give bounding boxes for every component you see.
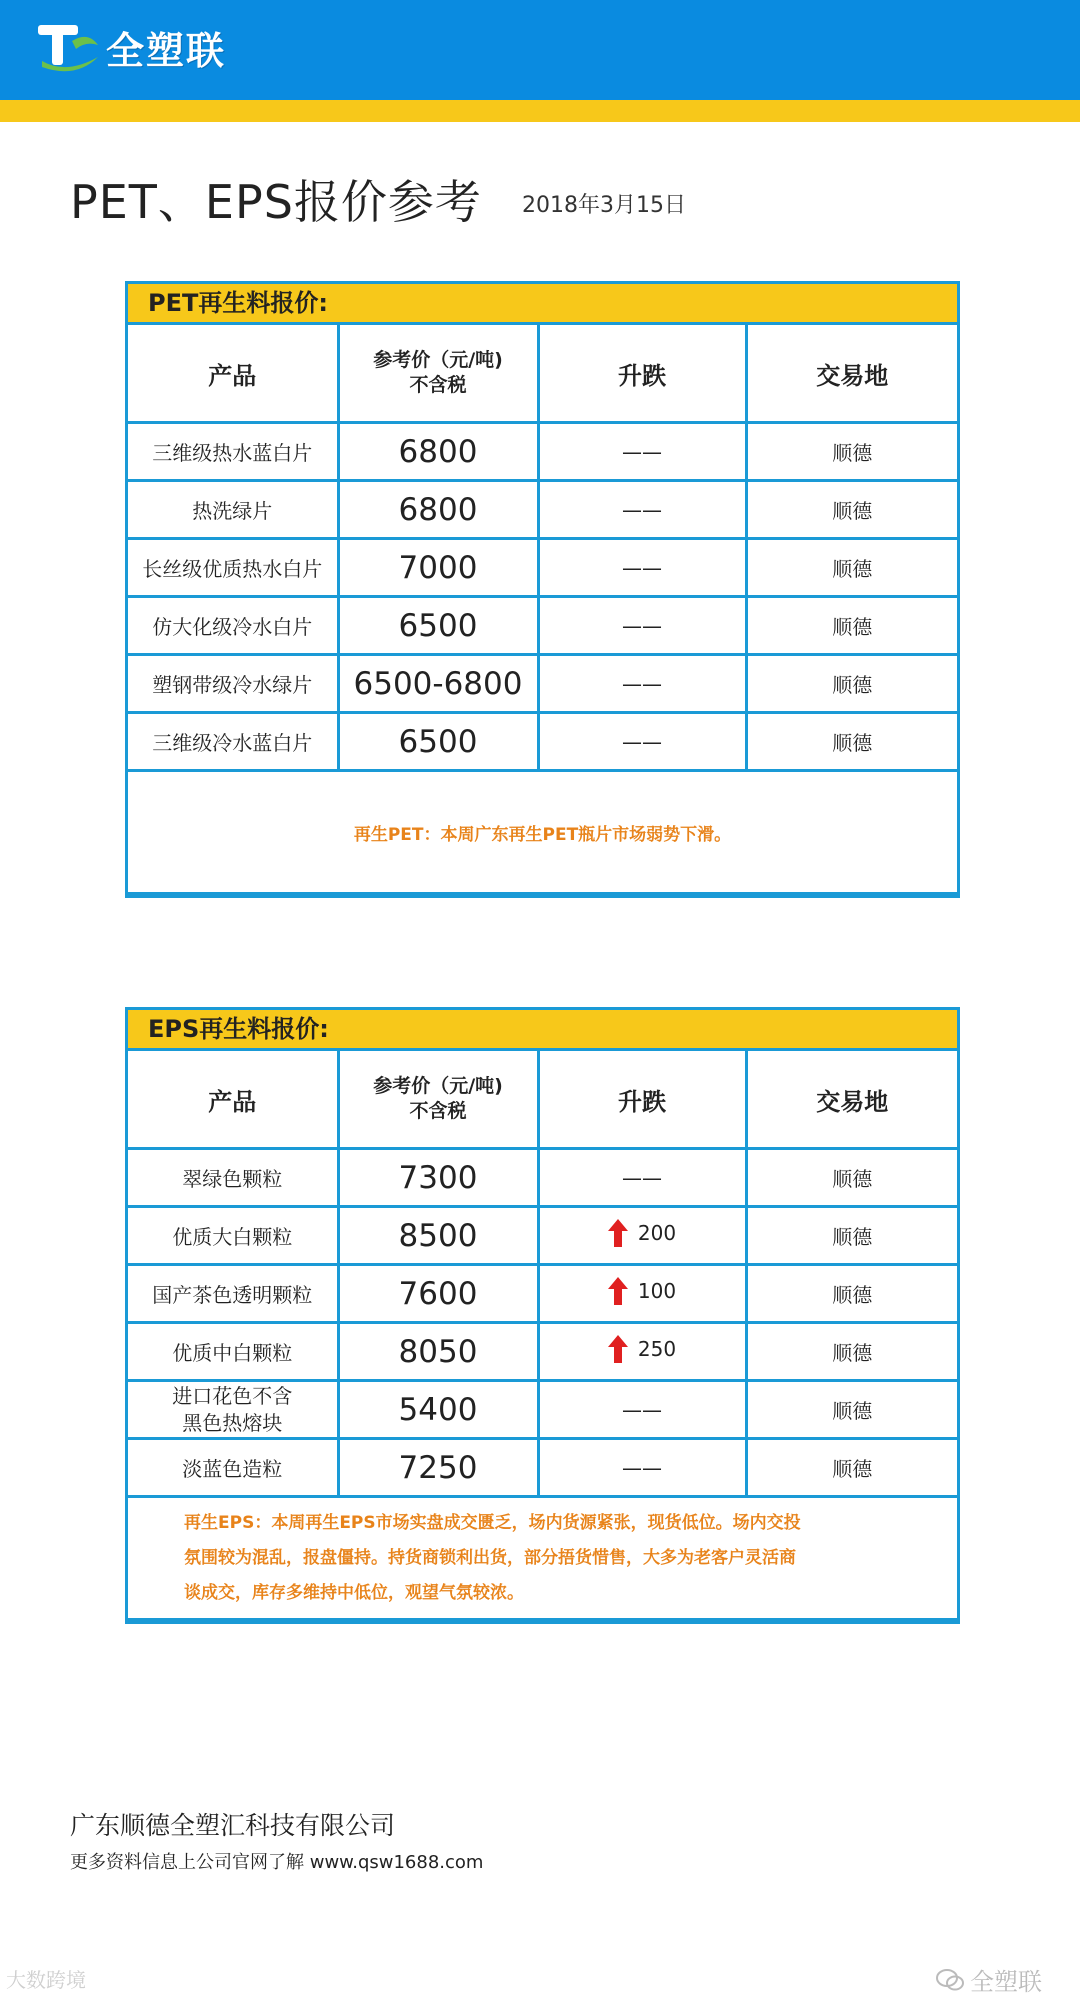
table-row: [128, 1265, 957, 1323]
place-cell: 顺德: [746, 1323, 957, 1381]
place-cell: 顺德: [746, 1439, 957, 1497]
column-header-product: 产品: [128, 325, 338, 423]
change-cell: ——: [538, 423, 746, 481]
watermark-right: [936, 1962, 1042, 1997]
change-value: 100: [637, 1279, 677, 1303]
note-line: 氛围较为混乱，报盘僵持。持货商锁利出货，部分捂货惜售，大多为老客户灵活商: [184, 1547, 796, 1568]
change-cell: ——: [538, 1149, 746, 1207]
place-cell: 顺德: [746, 597, 957, 655]
eps-price-table: [128, 1051, 957, 1621]
price-cell: 6800: [338, 423, 538, 481]
column-header-price: [338, 1051, 538, 1149]
product-line: 黑色热熔块: [182, 1410, 283, 1435]
price-cell: 8050: [338, 1323, 538, 1381]
eps-section-heading: EPS再生料报价:: [128, 1010, 957, 1051]
price-cell: 5400: [338, 1381, 538, 1439]
place-cell: 顺德: [746, 1381, 957, 1439]
place-cell: 顺德: [746, 423, 957, 481]
price-cell: 7300: [338, 1149, 538, 1207]
product-cell: 仿大化级冷水白片: [128, 597, 338, 655]
table-header-row: [128, 1051, 957, 1149]
change-cell: ——: [538, 597, 746, 655]
chat-bubble-icon: [936, 1968, 964, 1992]
page-title: PET、EPS报价参考: [70, 175, 482, 229]
change-value: 250: [637, 1337, 677, 1361]
change-cell: ——: [538, 539, 746, 597]
change-value: 200: [637, 1221, 677, 1245]
note-row: [128, 771, 957, 894]
place-cell: 顺德: [746, 713, 957, 771]
price-cell: 6500: [338, 713, 538, 771]
column-header-price-line2: 不含税: [409, 374, 467, 396]
product-cell: 优质大白颗粒: [128, 1207, 338, 1265]
pet-price-section: [125, 281, 960, 898]
table-row: [128, 1149, 957, 1207]
watermark-right-text: 全塑联: [970, 1968, 1042, 1996]
change-cell: ——: [538, 481, 746, 539]
column-header-price-line1: 参考价（元/吨): [373, 349, 503, 371]
table-row: [128, 481, 957, 539]
up-arrow-icon: [608, 1335, 628, 1363]
top-stripe: [0, 100, 1080, 122]
product-cell: 长丝级优质热水白片: [128, 539, 338, 597]
table-row: [128, 1439, 957, 1497]
column-header-place: 交易地: [746, 1051, 957, 1149]
brand-logo: [36, 20, 226, 75]
table-row: [128, 713, 957, 771]
note-row: [128, 1497, 957, 1620]
product-cell: 国产茶色透明颗粒: [128, 1265, 338, 1323]
company-name: 广东顺德全塑汇科技有限公司: [70, 1811, 396, 1840]
place-cell: 顺德: [746, 1149, 957, 1207]
place-cell: 顺德: [746, 1265, 957, 1323]
table-row: [128, 655, 957, 713]
page-date: 2018年3月15日: [522, 193, 686, 218]
column-header-price-line2: 不含税: [409, 1100, 467, 1122]
change-cell: [538, 1207, 746, 1265]
price-cell: 6800: [338, 481, 538, 539]
product-cell: [128, 1381, 338, 1439]
table-row: [128, 1323, 957, 1381]
table-row: [128, 1381, 957, 1439]
logo-mark-icon: [36, 21, 102, 75]
eps-market-note: [128, 1497, 957, 1620]
price-cell: 8500: [338, 1207, 538, 1265]
note-line: 谈成交，库存多维持中低位，观望气氛较浓。: [184, 1582, 524, 1603]
note-line: 再生EPS：本周再生EPS市场实盘成交匮乏，场内货源紧张，现货低位。场内交投: [184, 1512, 801, 1533]
product-line: 进口花色不含: [172, 1383, 293, 1408]
product-cell: 热洗绿片: [128, 481, 338, 539]
change-cell: ——: [538, 713, 746, 771]
price-cell: 6500: [338, 597, 538, 655]
place-cell: 顺德: [746, 481, 957, 539]
change-cell: ——: [538, 1381, 746, 1439]
column-header-product: 产品: [128, 1051, 338, 1149]
change-cell: ——: [538, 655, 746, 713]
column-header-change: 升跌: [538, 325, 746, 423]
change-cell: ——: [538, 1439, 746, 1497]
place-cell: 顺德: [746, 655, 957, 713]
product-cell: 优质中白颗粒: [128, 1323, 338, 1381]
table-row: [128, 1207, 957, 1265]
website-info: 更多资料信息上公司官网了解 www.qsw1688.com: [70, 1852, 484, 1873]
product-cell: 翠绿色颗粒: [128, 1149, 338, 1207]
product-cell: 塑钢带级冷水绿片: [128, 655, 338, 713]
up-arrow-icon: [608, 1219, 628, 1247]
price-cell: 7250: [338, 1439, 538, 1497]
product-cell: 淡蓝色造粒: [128, 1439, 338, 1497]
column-header-price-line1: 参考价（元/吨): [373, 1075, 503, 1097]
column-header-price: [338, 325, 538, 423]
watermark-left: 大数跨境: [6, 1968, 86, 1992]
product-cell: 三维级冷水蓝白片: [128, 713, 338, 771]
place-cell: 顺德: [746, 539, 957, 597]
column-header-change: 升跌: [538, 1051, 746, 1149]
price-cell: 6500-6800: [338, 655, 538, 713]
change-cell: [538, 1323, 746, 1381]
table-row: [128, 597, 957, 655]
logo-text: 全塑联: [106, 29, 227, 73]
pet-price-table: [128, 325, 957, 895]
eps-price-section: [125, 1007, 960, 1624]
price-cell: 7000: [338, 539, 538, 597]
product-cell: 三维级热水蓝白片: [128, 423, 338, 481]
table-header-row: [128, 325, 957, 423]
change-cell: [538, 1265, 746, 1323]
price-cell: 7600: [338, 1265, 538, 1323]
pet-market-note: 再生PET：本周广东再生PET瓶片市场弱势下滑。: [128, 771, 957, 894]
table-row: [128, 539, 957, 597]
pet-section-heading: PET再生料报价:: [128, 284, 957, 325]
place-cell: 顺德: [746, 1207, 957, 1265]
table-row: [128, 423, 957, 481]
column-header-place: 交易地: [746, 325, 957, 423]
up-arrow-icon: [608, 1277, 628, 1305]
